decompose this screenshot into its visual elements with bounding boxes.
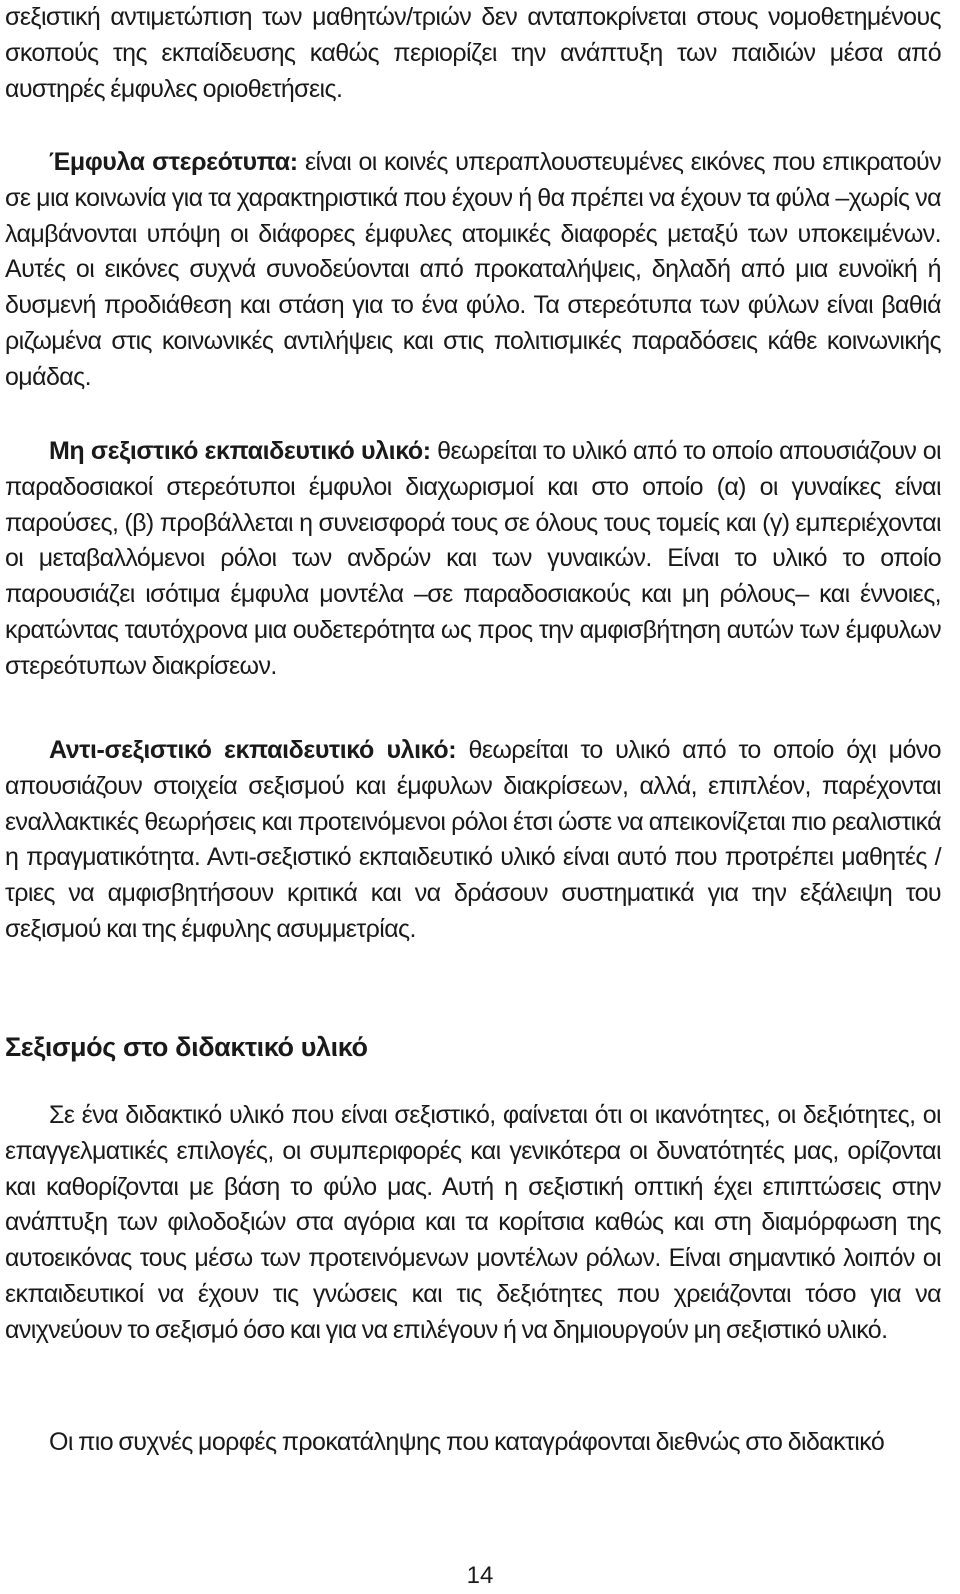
definition-text: θεωρείται το υλικό από το οποίο απουσιάζουν οι παραδοσιακοί στερεότυποι έμφυλοι διαχωρισμοί και στο οποίο (α) οι γυναίκες είναι παρούσες, (β) προβάλλεται η συνεισφορά τους σε όλους τους τομείς και (γ) εμπεριέχονται οι μεταβαλλόμενοι ρόλοι των ανδρών και των γυναικών. Είναι το υλικό το οποίο παρουσιάζει ισότιμα έμφυλα μοντέλα –σε παραδοσιακούς και μη ρόλους– και έννοιες, κρατώντας ταυτόχρονα μια ουδετερότητα ως προς την αμφισβήτηση αυτών των έμφυλων στερεότυπων διακρίσεων. — [5, 437, 942, 680]
section-text: Οι πιο συχνές μορφές προκατάληψης που καταγράφονται διεθνώς στο διδακτικό — [49, 1428, 885, 1456]
section-paragraph-2 — [5, 1425, 941, 1461]
definition-paragraph — [5, 145, 941, 396]
definition-anti-sexist-material — [5, 733, 941, 948]
definition-text: θεωρείται το υλικό από το οποίο όχι μόνο απουσιάζουν στοιχεία σεξισμού και έμφυλων διακρίσεων, αλλά, επιπλέον, παρέχονται εναλλακτικές θεωρήσεις και προτεινόμενοι ρόλοι έτσι ώστε να απεικονίζεται πιο ρεαλιστικά η πραγματικότητα. Αντι-σεξιστικό εκπαιδευτικό υλικό είναι αυτό που προτρέπει μαθητές /τριες να αμφισβητήσουν κριτικά και να δράσουν συστηματικά για την εξάλειψη του σεξισμού και της έμφυλης ασυμμετρίας. — [5, 736, 941, 943]
definition-text: είναι οι κοινές υπεραπλουστευμένες εικόνες που επικρατούν σε μια κοινωνία για τα χαρακτηριστικά που έχουν ή θα πρέπει να έχουν τα φύλα –χωρίς να λαμβάνονται υπόψη οι διάφορες έμφυλες ατομικές διαφορές μεταξύ των υποκειμένων. Αυτές οι εικόνες συχνά συνοδεύονται από προκαταλήψεις, δηλαδή από μια ευνοϊκή ή δυσμενή προδιάθεση και στάση για το ένα φύλο. Τα στερεότυπα των φύλων είναι βαθιά ριζωμένα στις κοινωνικές αντιλήψεις και στις πολιτισμικές παραδόσεις κάθε κοινωνικής ομάδας. — [5, 148, 941, 391]
continuation-paragraph — [5, 0, 941, 107]
continuation-text: σεξιστική αντιμετώπιση των μαθητών/τριών δεν ανταποκρίνεται στους νομοθετημένους σκοπούς της εκπαίδευσης καθώς περιορίζει την ανάπτυξη των παιδιών μέσα από αυστηρές έμφυλες οριοθετήσεις. — [5, 3, 941, 103]
section-text: Σε ένα διδακτικό υλικό που είναι σεξιστικό, φαίνεται ότι οι ικανότητες, οι δεξιότητες, οι επαγγελματικές επιλογές, οι συμπεριφορές και γενικότερα οι δυνατότητές μας, ορίζονται και καθορίζονται με βάση το φύλο μας. Αυτή η σεξιστική οπτική έχει επιπτώσεις στην ανάπτυξη των φιλοδοξιών στα αγόρια και τα κορίτσια καθώς και στη διαμόρφωση της αυτοεικόνας τους μέσω των προτεινόμενων μοντέλων ρόλων. Είναι σημαντικό λοιπόν οι εκπαιδευτικοί να έχουν τις γνώσεις και τις δεξιότητες που χρειάζονται τόσο για να ανιχνεύουν το σεξισμό όσο και για να επιλέγουν ή να δημιουργούν μη σεξιστικό υλικό. — [5, 1101, 941, 1344]
definition-gender-stereotypes — [5, 145, 941, 396]
section-paragraph-1 — [5, 1098, 941, 1349]
definition-paragraph — [5, 434, 941, 685]
definition-paragraph — [5, 733, 941, 948]
definition-non-sexist-material — [5, 434, 941, 685]
page-number: 14 — [466, 1562, 494, 1589]
definition-term: Αντι-σεξιστικό εκπαιδευτικό υλικό: — [49, 736, 457, 764]
section-heading: Σεξισμός στο διδακτικό υλικό — [5, 1032, 368, 1062]
definition-term: Έμφυλα στερεότυπα: — [49, 148, 298, 176]
definition-term: Μη σεξιστικό εκπαιδευτικό υλικό: — [49, 437, 431, 465]
